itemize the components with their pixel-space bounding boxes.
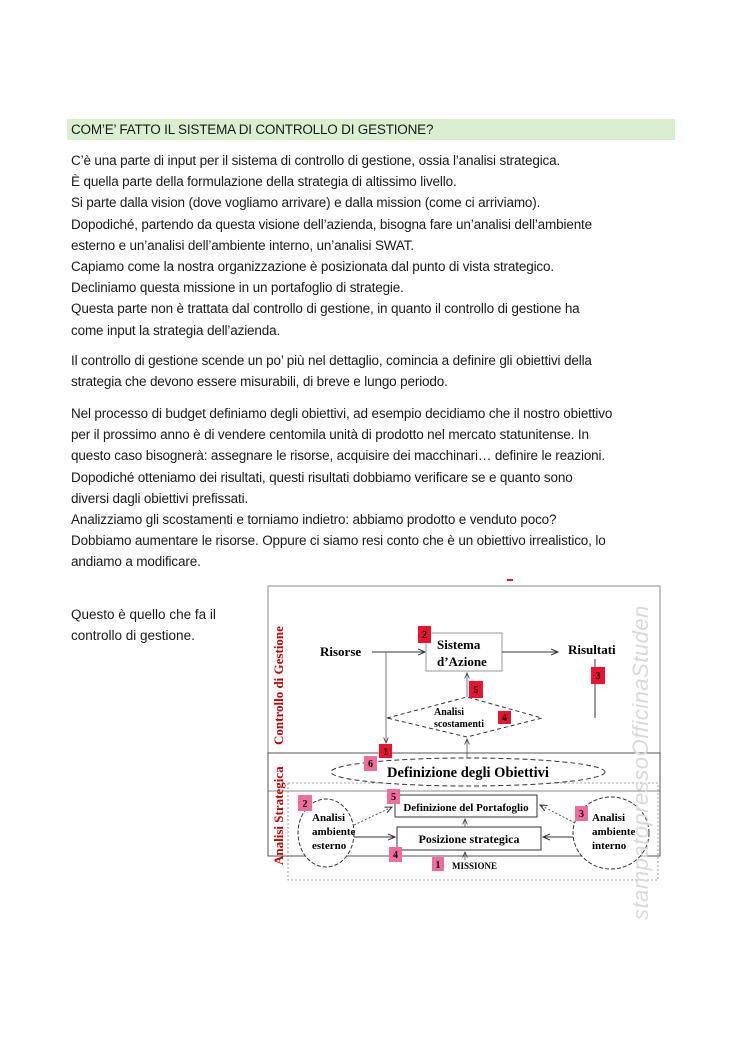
text-line: diversi dagli obiettivi prefissati. bbox=[71, 490, 249, 506]
risorse-label: Risorse bbox=[320, 644, 362, 659]
text-line: Capiamo come la nostra organizzazione è posizionata dal punto di vista strategico. bbox=[71, 259, 554, 275]
badge-pink: 5 bbox=[391, 792, 396, 803]
scost-label: Analisi bbox=[434, 707, 465, 718]
esterno-label-3: esterno bbox=[312, 840, 347, 852]
badge-pink: 2 bbox=[302, 799, 308, 810]
text-line: C’è una parte di input per il sistema di controllo di gestione, ossia l’analisi strategica. bbox=[71, 153, 561, 168]
section-heading: COM’E’ FATTO IL SISTEMA DI CONTROLLO DI GESTIONE? bbox=[67, 119, 675, 140]
text-line: Questo è quello che fa il bbox=[71, 607, 216, 622]
text-line: È quella parte della formulazione della strategia di altissimo livello. bbox=[71, 174, 457, 190]
missione-label: MISSIONE bbox=[452, 861, 498, 871]
paragraph-control bbox=[71, 350, 681, 392]
text-line: Nel processo di budget definiamo degli obiettivi, ad esempio decidiamo che il nostro obiettivo bbox=[71, 406, 613, 421]
paragraph-budget bbox=[71, 403, 681, 573]
portafoglio-label: Definizione del Portafoglio bbox=[403, 802, 529, 814]
side-caption bbox=[71, 604, 251, 646]
esterno-label: Analisi bbox=[312, 812, 346, 824]
text-line: Decliniamo questa missione in un portafoglio di strategie. bbox=[71, 280, 404, 296]
text-line: Dopodiché, partendo da questa visione dell’azienda, bisogna fare un’analisi dell’ambiente bbox=[71, 216, 593, 232]
text-line: come input la strategia dell’azienda. bbox=[71, 322, 281, 338]
interno-label-3: interno bbox=[592, 840, 627, 852]
text-line: Si parte dalla vision (dove vogliamo arrivare) e dalla mission (come ci arriviamo). bbox=[71, 195, 541, 211]
badge-red: 1 bbox=[383, 747, 388, 758]
badge-red: 5 bbox=[473, 685, 479, 696]
text-line: Dobbiamo aumentare le risorse. Oppure ci siamo resi conto che è un obiettivo irrealistico, lo bbox=[71, 533, 606, 549]
scost-label-2: scostamenti bbox=[434, 719, 484, 730]
sistema-label-2: d’Azione bbox=[437, 654, 487, 669]
text-line: Analizziamo gli scostamenti e torniamo indietro: abbiamo prodotto e venduto poco? bbox=[71, 512, 557, 528]
text-line: andiamo a modificare. bbox=[71, 554, 201, 570]
text-line: Dopodiché otteniamo dei risultati, questi risultati dobbiamo verificare se e quanto sono bbox=[71, 469, 573, 485]
badge-red: 3 bbox=[595, 671, 601, 682]
text-line: questo caso bisognerà: assegnare le risorse, acquisire dei macchinari… definire le reazioni. bbox=[71, 448, 605, 464]
text-line: strategia che devono essere misurabili, di breve e lungo periodo. bbox=[71, 374, 448, 390]
text-line: Il controllo di gestione scende un po’ più nel dettaglio, comincia a definire gli obiettivi della bbox=[71, 353, 592, 368]
text-line: esterno e un’analisi dell’ambiente interno, un’analisi SWAT. bbox=[71, 237, 414, 253]
label-analisi: Analisi Strategica bbox=[271, 766, 286, 865]
obiettivi-label: Definizione degli Obiettivi bbox=[387, 765, 549, 781]
esterno-label-2: ambiente bbox=[312, 826, 356, 838]
label-controllo: Controllo di Gestione bbox=[271, 626, 286, 745]
badge-pink: 1 bbox=[435, 860, 441, 871]
text-line: per il prossimo anno è di vendere centomila unità di prodotto nel mercato statunitense. In bbox=[71, 427, 589, 443]
watermark: stampatopressoOfficinaStuden bbox=[628, 605, 653, 920]
interno-label-2: ambiente bbox=[592, 826, 636, 838]
sistema-label: Sistema bbox=[437, 637, 481, 652]
management-control-diagram bbox=[262, 575, 682, 895]
red-mark bbox=[507, 579, 513, 581]
interno-label: Analisi bbox=[592, 812, 626, 824]
badge-pink: 4 bbox=[393, 850, 398, 861]
analisi-scostamenti-diamond bbox=[387, 697, 542, 737]
badge-red: 2 bbox=[422, 630, 427, 641]
risultati-label: Risultati bbox=[568, 642, 616, 657]
text-line: Questa parte non è trattata dal controllo di gestione, in quanto il controllo di gestione ha bbox=[71, 301, 580, 317]
badge-pink: 3 bbox=[579, 809, 584, 820]
text-line: controllo di gestione. bbox=[71, 628, 195, 644]
posizione-label: Posizione strategica bbox=[418, 832, 520, 846]
badge-pink: 6 bbox=[368, 759, 373, 770]
badge-red: 4 bbox=[502, 713, 507, 724]
paragraph-strategic-analysis bbox=[71, 150, 681, 341]
